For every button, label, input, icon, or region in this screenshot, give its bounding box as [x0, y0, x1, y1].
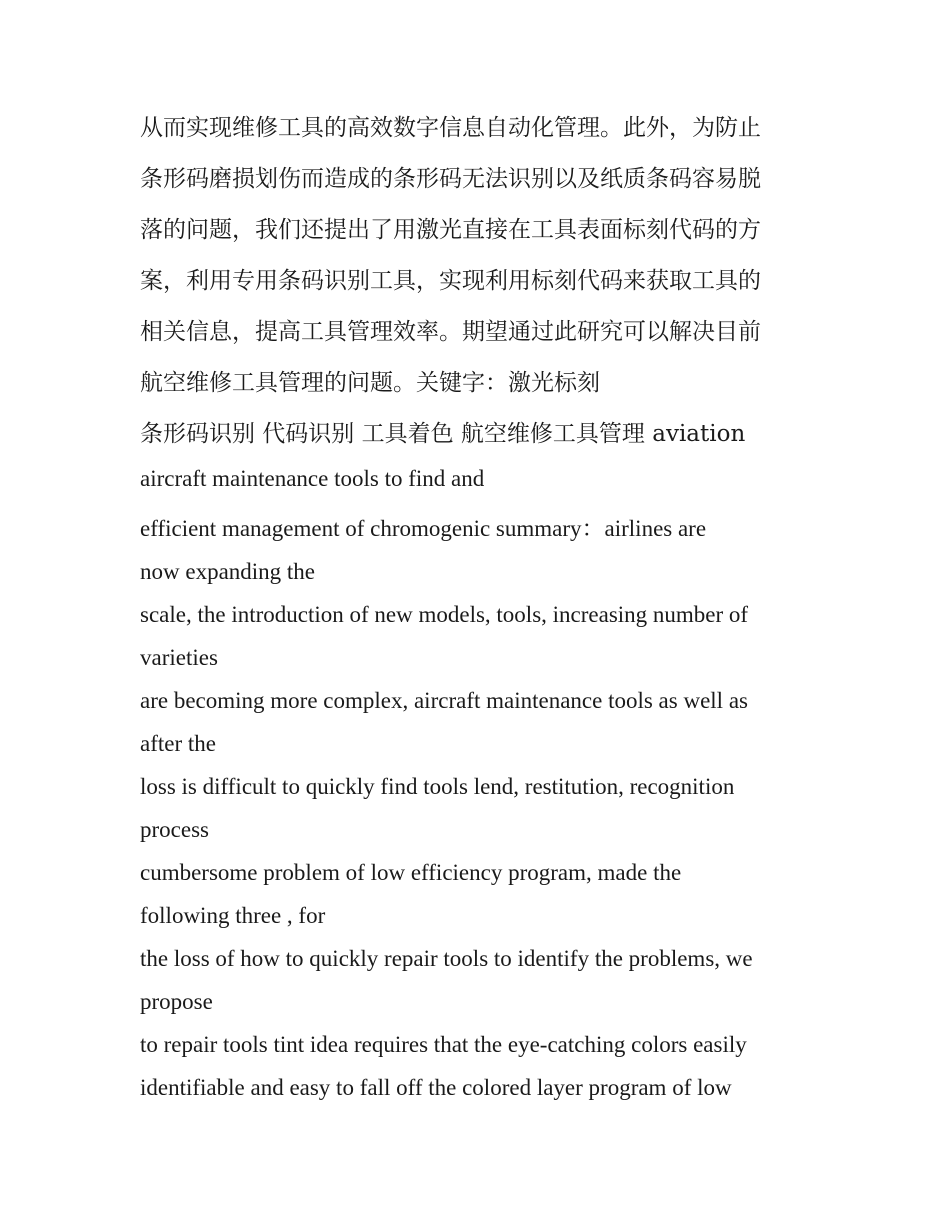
text-line: 相关信息，提高工具管理效率。期望通过此研究可以解决目前 — [140, 319, 761, 345]
text-line: 案，利用专用条码识别工具，实现利用标刻代码来获取工具的 — [140, 268, 761, 294]
chinese-abstract — [140, 103, 820, 460]
text-line: loss is difficult to quickly find tools lend, restitution, recognition — [140, 774, 735, 799]
text-line: aircraft maintenance tools to find and — [140, 466, 485, 491]
text-line: now expanding the — [140, 559, 316, 584]
text-line: 从而实现维修工具的高效数字信息自动化管理。此外，为防止 — [140, 115, 761, 141]
text-line: cumbersome problem of low efficiency program, made the — [140, 860, 682, 885]
text-line: 落的问题，我们还提出了用激光直接在工具表面标刻代码的方 — [140, 217, 761, 243]
english-abstract — [140, 507, 830, 1109]
text-line: efficient management of chromogenic summary：airlines are — [140, 516, 707, 541]
keyword-line: 条形码识别 代码识别 工具着色 航空维修工具管理 aviation — [140, 421, 746, 447]
text-line: 航空维修工具管理的问题。关键字：激光标刻 — [140, 370, 600, 396]
text-line: the loss of how to quickly repair tools to identify the problems, we — [140, 946, 753, 971]
text-line: identifiable and easy to fall off the colored layer program of low — [140, 1075, 732, 1100]
text-line: propose — [140, 989, 213, 1014]
text-line: process — [140, 817, 209, 842]
text-line: 条形码磨损划伤而造成的条形码无法识别以及纸质条码容易脱 — [140, 166, 761, 192]
text-line: scale, the introduction of new models, tools, increasing number of — [140, 602, 749, 627]
text-line: following three , for — [140, 903, 326, 928]
text-line: varieties — [140, 645, 218, 670]
text-line: after the — [140, 731, 216, 756]
text-line: are becoming more complex, aircraft maintenance tools as well as — [140, 688, 748, 713]
english-line-group-1 — [140, 457, 830, 500]
text-line: to repair tools tint idea requires that the eye-catching colors easily — [140, 1032, 747, 1057]
